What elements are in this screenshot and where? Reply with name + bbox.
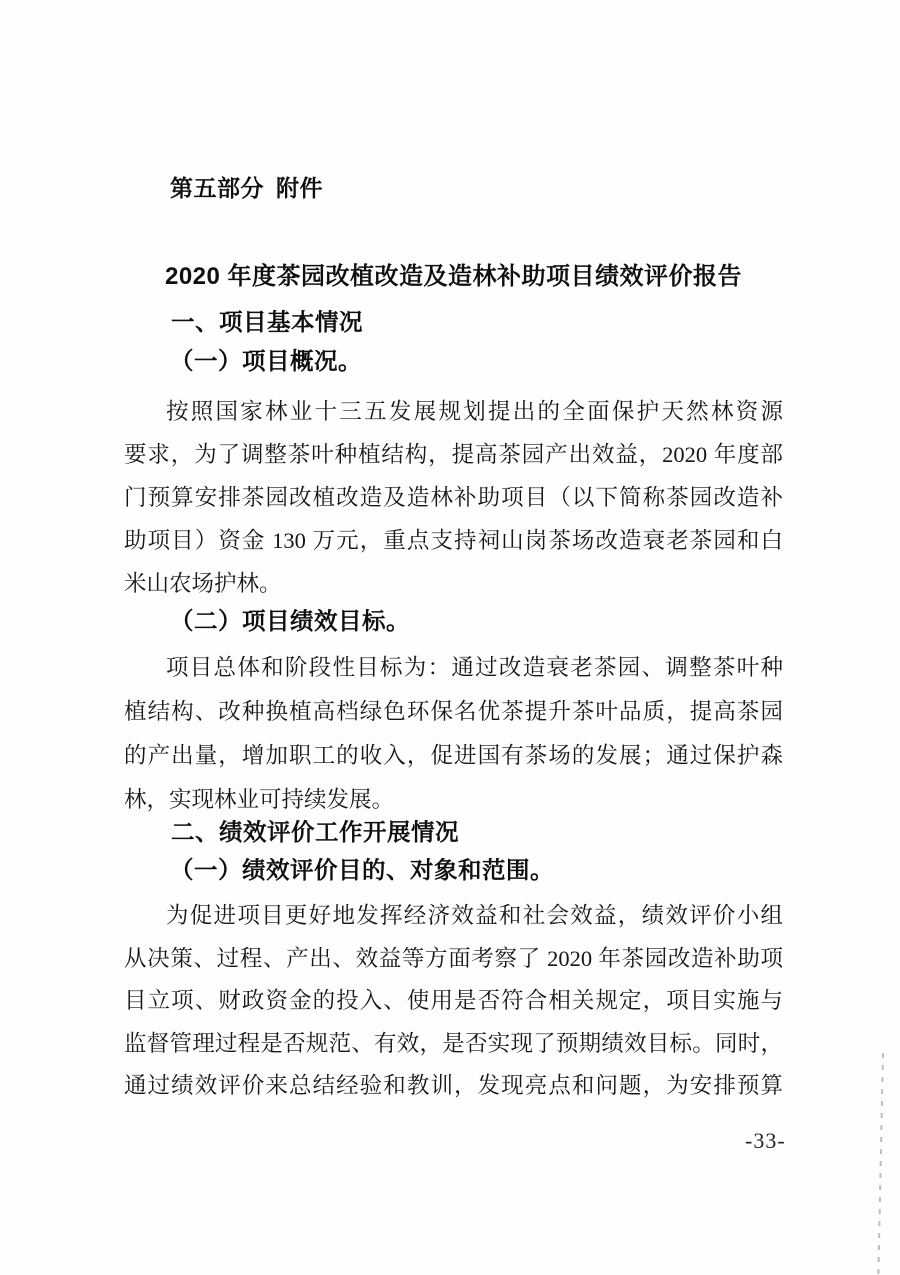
text-line: 按照国家林业十三五发展规划提出的全面保护天然林资源 bbox=[166, 399, 783, 424]
text-line: 助项目）资金 130 万元，重点支持祠山岗茶场改造衰老茶园和白 bbox=[124, 528, 783, 553]
text-line: 门预算安排茶园改植改造及造林补助项目（以下简称茶园改造补 bbox=[124, 485, 783, 510]
text-line: 通过绩效评价来总结经验和教训，发现亮点和问题，为安排预算 bbox=[124, 1073, 783, 1098]
section-1-heading: 一、项目基本情况 bbox=[171, 309, 363, 335]
part-heading: 第五部分 附件 bbox=[170, 175, 323, 201]
paragraph-project-overview bbox=[124, 390, 783, 605]
text-line: 为促进项目更好地发挥经济效益和社会效益，绩效评价小组 bbox=[166, 903, 783, 928]
text-line: 要求，为了调整茶叶种植结构，提高茶园产出效益，2020 年度部 bbox=[124, 442, 783, 467]
paragraph-evaluation-scope bbox=[124, 895, 783, 1108]
text-line: 从决策、过程、产出、效益等方面考察了 2020 年茶园改造补助项 bbox=[124, 945, 783, 971]
text-line: 项目总体和阶段性目标为：通过改造衰老茶园、调整茶叶种 bbox=[166, 655, 783, 680]
text-line: 林，实现林业可持续发展。 bbox=[124, 787, 395, 812]
section-1-2-heading: （二）项目绩效目标。 bbox=[170, 608, 410, 634]
section-1-1-heading: （一）项目概况。 bbox=[170, 348, 362, 374]
page-number: -33- bbox=[745, 1128, 786, 1153]
text-line: 的产出量，增加职工的收入，促进国有茶场的发展；通过保护森 bbox=[124, 743, 783, 768]
text-line: 米山农场护林。 bbox=[124, 571, 282, 596]
scan-artifact-dashed-line bbox=[877, 1053, 884, 1275]
report-title: 2020 年度茶园改植改造及造林补助项目绩效评价报告 bbox=[164, 263, 743, 290]
text-line: 植结构、改种换植高档绿色环保名优茶提升茶叶品质，提高茶园 bbox=[124, 699, 783, 724]
section-2-heading: 二、绩效评价工作开展情况 bbox=[171, 819, 459, 845]
text-line: 监督管理过程是否规范、有效，是否实现了预期绩效目标。同时， bbox=[124, 1030, 783, 1056]
paragraph-performance-goals bbox=[124, 646, 783, 822]
section-2-1-heading: （一）绩效评价目的、对象和范围。 bbox=[170, 857, 554, 883]
text-line: 目立项、财政资金的投入、使用是否符合相关规定，项目实施与 bbox=[124, 988, 783, 1013]
